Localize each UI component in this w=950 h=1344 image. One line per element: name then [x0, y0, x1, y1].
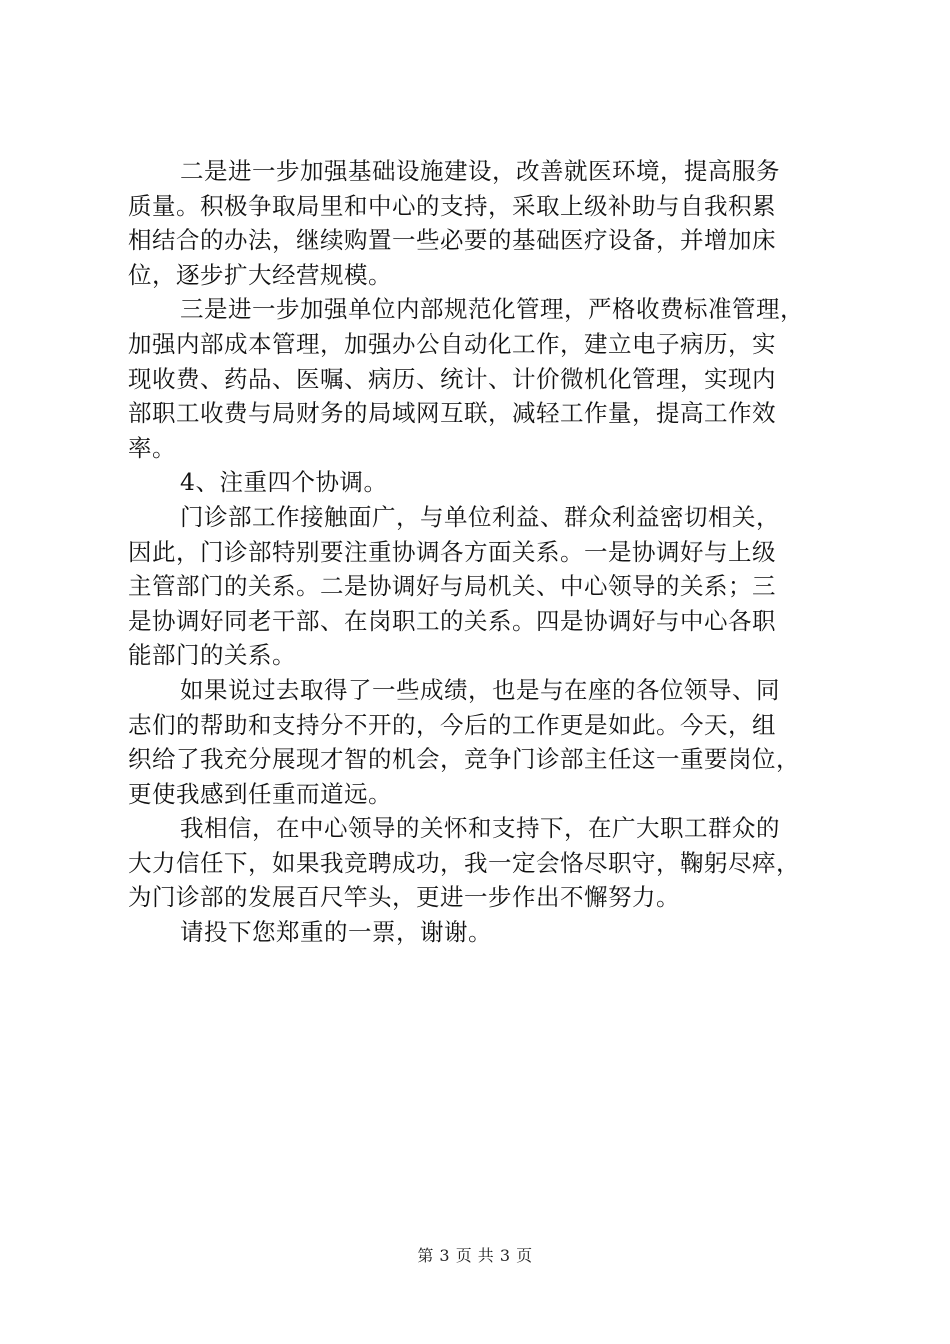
text-line: 主管部门的关系。二是协调好与局机关、中心领导的关系；三 — [128, 572, 776, 601]
text-line: 相结合的办法，继续购置一些必要的基础医疗设备，并增加床 — [128, 226, 776, 255]
page-number-footer: 第 3 页 共 3 页 — [417, 1246, 533, 1265]
text-line: 部职工收费与局财务的局域网互联，减轻工作量，提高工作效 — [128, 399, 776, 428]
document-body — [128, 154, 858, 950]
text-line: 能部门的关系。 — [128, 641, 296, 670]
text-line: 更使我感到任重而道远。 — [128, 779, 392, 808]
text-line: 三是进一步加强单位内部规范化管理，严格收费标准管理， — [180, 295, 804, 324]
text-line: 现收费、药品、医嘱、病历、统计、计价微机化管理，实现内 — [128, 364, 776, 393]
text-line: 门诊部工作接触面广，与单位利益、群众利益密切相关， — [180, 502, 780, 531]
section-heading: 4、注重四个协调。 — [180, 468, 388, 497]
text-line: 因此，门诊部特别要注重协调各方面关系。一是协调好与上级 — [128, 537, 776, 566]
text-line: 位，逐步扩大经营规模。 — [128, 260, 392, 289]
text-line: 大力信任下，如果我竞聘成功，我一定会恪尽职守，鞠躬尽瘁， — [128, 848, 800, 877]
text-line: 为门诊部的发展百尺竿头，更进一步作出不懈努力。 — [128, 883, 680, 912]
text-line: 如果说过去取得了一些成绩，也是与在座的各位领导、同 — [180, 675, 780, 704]
text-line: 是协调好同老干部、在岗职工的关系。四是协调好与中心各职 — [128, 606, 776, 635]
text-line: 二是进一步加强基础设施建设，改善就医环境，提高服务 — [180, 157, 780, 185]
text-line: 请投下您郑重的一票，谢谢。 — [180, 918, 492, 947]
text-line: 质量。积极争取局里和中心的支持，采取上级补助与自我积累 — [128, 191, 776, 220]
text-line: 加强内部成本管理，加强办公自动化工作，建立电子病历，实 — [128, 329, 776, 358]
text-line: 志们的帮助和支持分不开的，今后的工作更是如此。今天，组 — [128, 710, 776, 739]
text-line: 率。 — [128, 433, 176, 462]
text-line: 织给了我充分展现才智的机会，竞争门诊部主任这一重要岗位， — [128, 745, 800, 774]
text-line: 我相信，在中心领导的关怀和支持下，在广大职工群众的 — [180, 814, 780, 843]
